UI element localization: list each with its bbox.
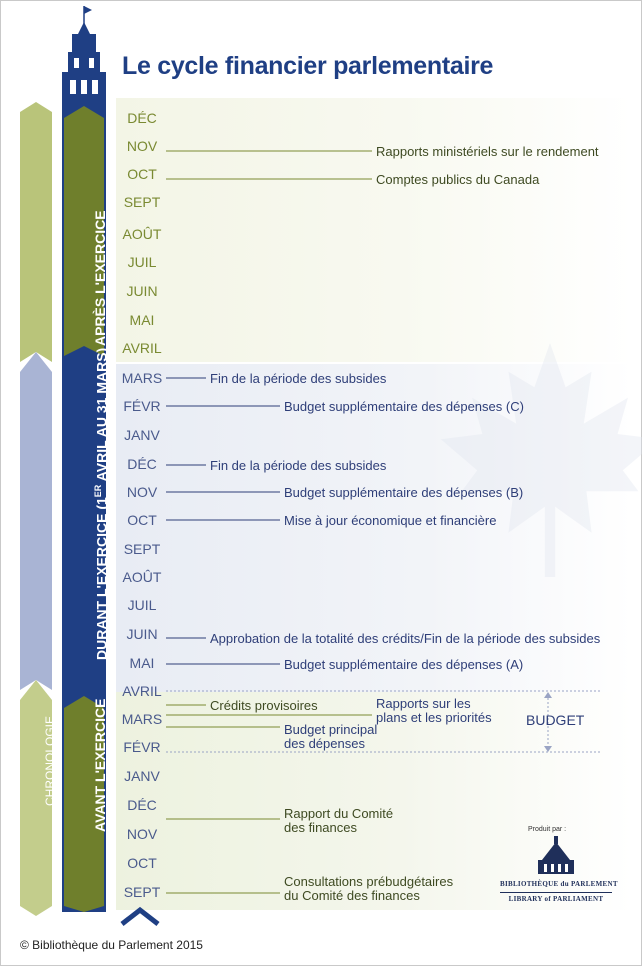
month-label: NOV <box>126 826 158 842</box>
event-label: Approbation de la totalité des crédits/Fin de la période des subsides <box>210 631 601 646</box>
event-label: des dépenses <box>284 736 365 751</box>
event-label: Mise à jour économique et financière <box>284 513 497 528</box>
month-label: MARS <box>121 711 163 727</box>
month-label: AVRIL <box>122 340 162 356</box>
month-label: AVRIL <box>122 683 162 699</box>
month-label: OCT <box>127 166 157 182</box>
event-label: Fin de la période des subsides <box>210 458 387 473</box>
phase-label-after: APRÈS L'EXERCICE <box>92 210 108 346</box>
event-label: Rapports sur les <box>376 696 471 711</box>
phase-label-during: DURANT L'EXERCICE (1ER AVRIL AU 31 MARS) <box>93 347 110 660</box>
month-label: OCT <box>127 855 157 871</box>
month-label: FÉVR <box>123 398 161 414</box>
month-label: OCT <box>127 512 157 528</box>
month-label: NOV <box>126 484 158 500</box>
event-label: plans et les priorités <box>376 710 492 725</box>
event-label: Comptes publics du Canada <box>376 172 540 187</box>
month-label: NOV <box>126 138 158 154</box>
event-label: Budget principal <box>284 722 378 737</box>
month-label: DÉC <box>127 456 157 472</box>
event-label: Budget supplémentaire des dépenses (B) <box>284 485 524 500</box>
month-label: JANV <box>124 768 160 784</box>
month-label: DÉC <box>127 797 157 813</box>
logo-text-fr: BIBLIOTHÈQUE du PARLEMENT <box>500 880 618 888</box>
budget-label: BUDGET <box>526 712 585 728</box>
event-label: Fin de la période des subsides <box>210 371 387 386</box>
library-of-parliament-logo-icon <box>538 836 574 874</box>
month-label: AOÛT <box>122 226 162 242</box>
event-label: Rapport du Comité <box>284 806 394 821</box>
logo-text-en: LIBRARY of PARLIAMENT <box>500 892 612 903</box>
month-label: DÉC <box>127 110 157 126</box>
month-label: SEPT <box>123 194 161 210</box>
phase-label-before: AVANT L'EXERCICE <box>92 698 108 832</box>
month-label: JUIN <box>126 626 158 642</box>
month-label: AOÛT <box>122 569 162 585</box>
month-label: MAI <box>129 312 155 328</box>
month-label: JUIN <box>126 283 158 299</box>
copyright-footer: © Bibliothèque du Parlement 2015 <box>20 938 203 952</box>
event-label: du Comité des finances <box>284 888 420 903</box>
month-label: JANV <box>124 427 160 443</box>
chronology-label: CHRONOLOGIE <box>43 715 57 806</box>
month-label: FÉVR <box>123 739 161 755</box>
event-label: Budget supplémentaire des dépenses (A) <box>284 657 524 672</box>
event-label: Crédits provisoires <box>210 698 318 713</box>
page-title: Le cycle financier parlementaire <box>122 52 494 80</box>
month-label: SEPT <box>123 884 161 900</box>
month-label: MAI <box>129 655 155 671</box>
month-label: SEPT <box>123 541 161 557</box>
event-label: Budget supplémentaire des dépenses (C) <box>284 399 524 414</box>
event-label: Consultations prébudgétaires <box>284 874 454 889</box>
month-label: JUIL <box>127 254 157 270</box>
event-label: Rapports ministériels sur le rendement <box>376 144 599 159</box>
month-label: JUIL <box>127 597 157 613</box>
produced-by-label: Produit par : <box>528 826 567 833</box>
event-label: des finances <box>284 820 357 835</box>
month-label: MARS <box>121 370 163 386</box>
